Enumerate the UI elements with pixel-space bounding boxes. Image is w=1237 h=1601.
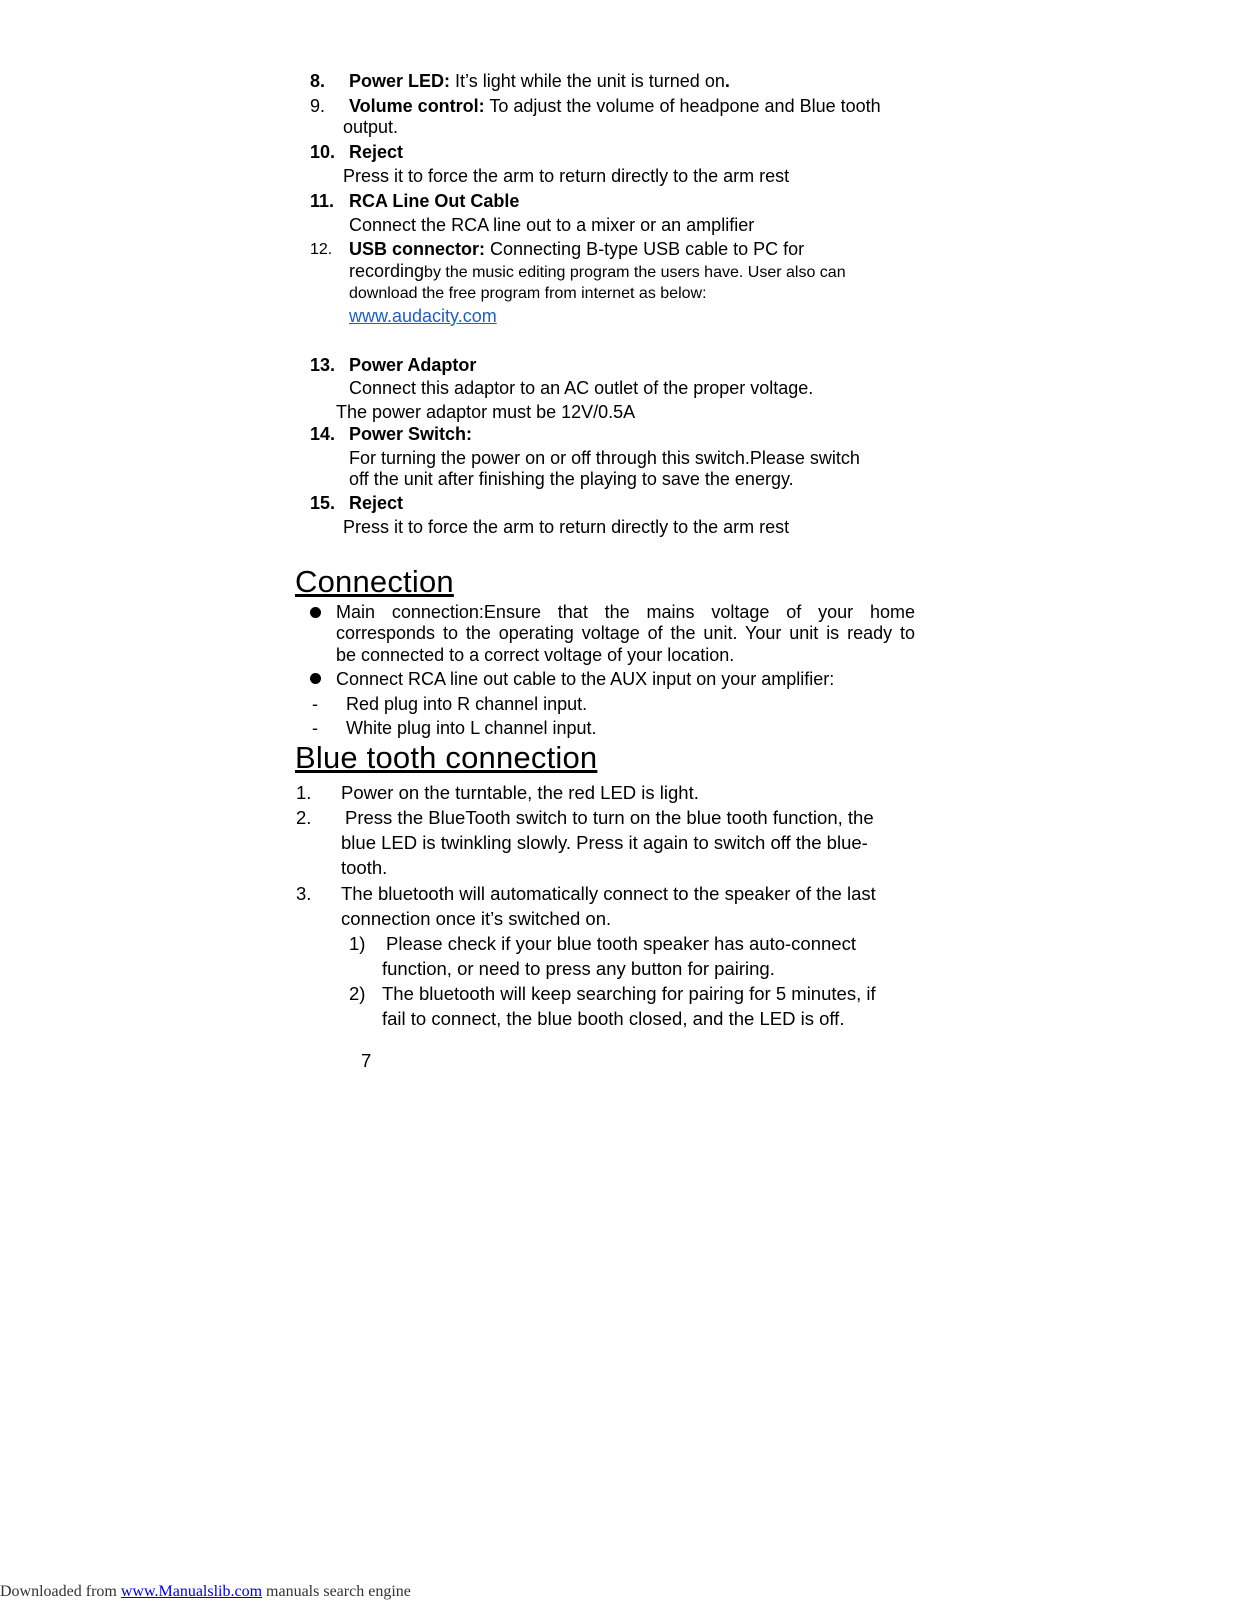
item-number: 11.	[310, 191, 335, 211]
bullet-line: Main connection:Ensure that the mains voltage of your home	[336, 602, 915, 622]
step-number: 1.	[296, 782, 312, 803]
item-number: 8.	[310, 71, 326, 91]
step-line: Press the BlueTooth switch to turn on the blue tooth function, the	[345, 807, 874, 828]
item-label: Power LED:	[349, 71, 451, 91]
step-line: blue LED is twinkling slowly. Press it again to switch off the blue-	[341, 832, 868, 853]
item-label: Power Adaptor	[349, 355, 477, 375]
item-continuation	[349, 260, 846, 284]
dash-line: White plug into L channel input.	[346, 718, 597, 738]
footer-prefix: Downloaded from	[0, 1583, 121, 1600]
bullet-line: corresponds to the operating voltage of the unit. Your unit is ready to	[336, 623, 915, 643]
section-heading-bluetooth: Blue tooth connection	[295, 740, 598, 775]
substep-number: 2)	[349, 983, 366, 1004]
item-description: Connect this adaptor to an AC outlet of the proper voltage.	[349, 378, 814, 398]
item-text: by the music editing program the users have. User also can	[424, 264, 846, 281]
substep-line: fail to connect, the blue booth closed, and the LED is off.	[382, 1008, 845, 1029]
item-number: 14.	[310, 424, 336, 444]
item-description: For turning the power on or off through this switch.Please switch	[349, 448, 860, 468]
audacity-link[interactable]: www.audacity.com	[349, 306, 497, 326]
download-footer	[0, 1583, 411, 1601]
step-line: Power on the turntable, the red LED is light.	[341, 782, 699, 803]
item-continuation: output.	[343, 117, 399, 137]
step-line: The bluetooth will automatically connect to the speaker of the last	[341, 883, 876, 904]
step-line: connection once it’s switched on.	[341, 908, 612, 929]
item-label: RCA Line Out Cable	[349, 191, 520, 211]
bullet-icon	[310, 607, 321, 618]
dash-marker: -	[312, 694, 318, 714]
section-heading-connection: Connection	[295, 564, 454, 599]
item-number: 12.	[310, 241, 333, 258]
item-text: Connecting B-type USB cable to PC for	[485, 239, 805, 259]
list-item	[349, 70, 730, 92]
dash-marker: -	[312, 718, 318, 738]
item-number: 10.	[310, 142, 336, 162]
substep-number: 1)	[349, 933, 366, 954]
item-continuation: download the free program from internet as below:	[349, 285, 707, 302]
item-label: Reject	[349, 493, 404, 513]
footer-suffix: manuals search engine	[262, 1583, 411, 1600]
item-label: Power Switch:	[349, 424, 473, 444]
bullet-line: be connected to a correct voltage of your location.	[336, 645, 735, 665]
bullet-line: Connect RCA line out cable to the AUX input on your amplifier:	[336, 669, 835, 689]
step-number: 2.	[296, 807, 312, 828]
item-description: off the unit after finishing the playing to save the energy.	[349, 469, 794, 489]
item-label: Volume control:	[349, 96, 485, 116]
item-label: USB connector:	[349, 239, 486, 259]
item-number: 9.	[310, 96, 326, 116]
item-text-tail: .	[724, 71, 730, 91]
item-description: Press it to force the arm to return directly to the arm rest	[343, 517, 790, 537]
step-number: 3.	[296, 883, 312, 904]
list-item	[349, 95, 881, 117]
item-description: Press it to force the arm to return directly to the arm rest	[343, 166, 790, 186]
item-description: The power adaptor must be 12V/0.5A	[336, 402, 636, 422]
list-item	[349, 238, 804, 260]
page-number: 7	[361, 1050, 372, 1071]
item-text: recording	[349, 261, 425, 281]
item-label: Reject	[349, 142, 404, 162]
item-description: Connect the RCA line out to a mixer or an amplifier	[349, 215, 755, 235]
item-number: 13.	[310, 355, 336, 375]
manualslib-link[interactable]: www.Manualslib.com	[120, 1583, 263, 1600]
substep-line: function, or need to press any button for pairing.	[382, 958, 775, 979]
substep-line: Please check if your blue tooth speaker has auto-connect	[386, 933, 856, 954]
bullet-icon	[310, 673, 321, 684]
dash-line: Red plug into R channel input.	[346, 694, 588, 714]
item-text: To adjust the volume of headpone and Blue tooth	[484, 96, 881, 116]
substep-line: The bluetooth will keep searching for pairing for 5 minutes, if	[382, 983, 876, 1004]
item-number: 15.	[310, 493, 336, 513]
item-text: It’s light while the unit is turned on	[450, 71, 725, 91]
step-line: tooth.	[341, 857, 388, 878]
